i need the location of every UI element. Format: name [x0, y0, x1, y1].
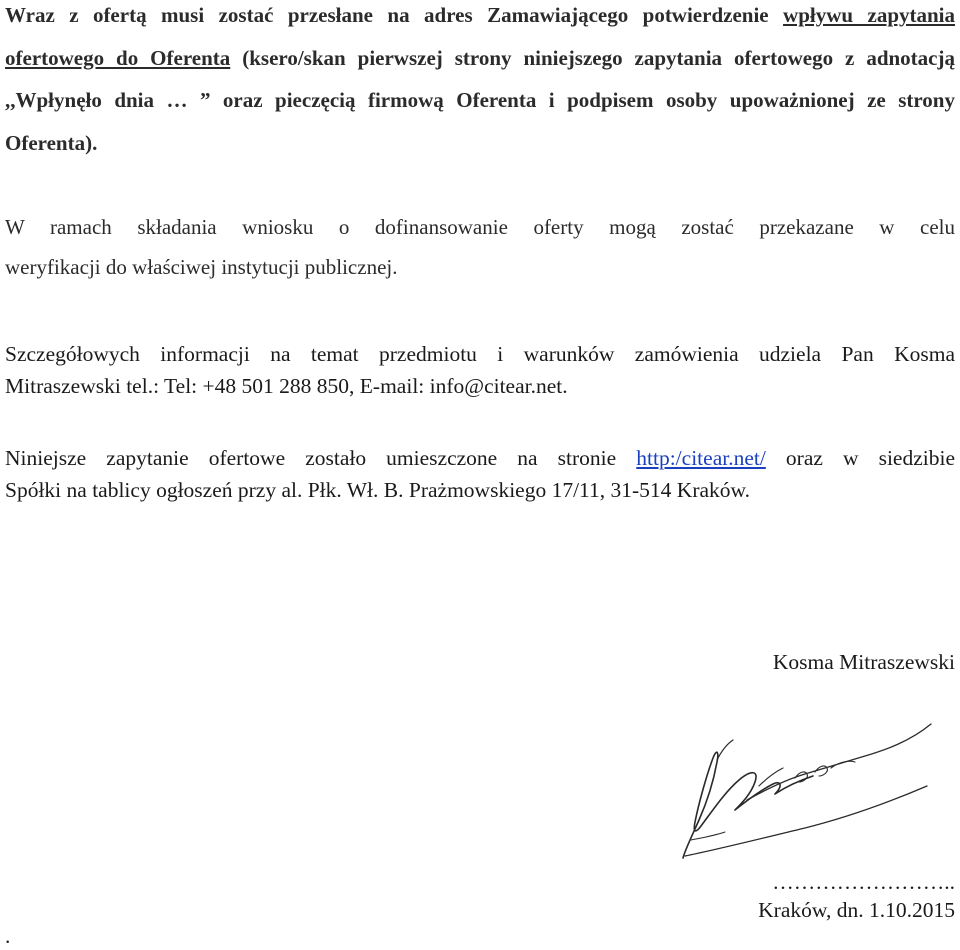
place-and-date: Kraków, dn. 1.10.2015: [758, 898, 955, 922]
signatory-name: Kosma Mitraszewski: [772, 650, 955, 674]
verification-paragraph: [5, 207, 955, 287]
paragraph1-part1: Wraz z ofertą musi zostać przesłane na adres Zamawiającego potwierdzenie: [5, 3, 784, 27]
paragraph2-line2: weryfikacji do właściwej instytucji publicznej.: [5, 255, 398, 279]
paragraph2-line1: W ramach składania wniosku o dofinansowanie oferty mogą zostać przekazane w celu: [5, 215, 955, 239]
website-link[interactable]: http:/citear.net/: [636, 446, 766, 470]
publication-info-paragraph: [5, 442, 955, 506]
paragraph3-line2: Mitraszewski tel.: Tel: +48 501 288 850, E-mail: info@citear.net.: [5, 374, 568, 398]
paragraph4-line1-after: oraz w siedzibie: [765, 446, 956, 470]
paragraph1-part2: (ksero/skan pierwszej strony niniejszego zapytania ofertowego z adnotacją ,,Wpłynęło dnia … ” oraz pieczęcią firmową Oferenta i podpisem osoby upoważnionej ze strony Oferenta).: [5, 45, 955, 155]
contact-info-paragraph: [5, 338, 955, 402]
offer-submission-paragraph: [5, 0, 955, 164]
paragraph4-line1-before: Niniejsze zapytanie ofertowe zostało umieszczone na stronie: [5, 446, 637, 470]
underlined-phrase: wpływu zapytania ofertowego do Oferenta: [5, 3, 956, 70]
paragraph4-line2: Spółki na tablicy ogłoszeń przy al. Płk. Wł. B. Prażmowskiego 17/11, 31-514 Kraków.: [5, 478, 751, 502]
paragraph3-line1: Szczegółowych informacji na temat przedmiotu i warunków zamówienia udziela Pan Kosma: [5, 342, 955, 366]
handwritten-signature-image: [655, 700, 955, 880]
stray-mark: .: [5, 924, 11, 948]
signature-dotted-line: ……………………..: [772, 870, 955, 894]
paragraph4-line1: [5, 442, 955, 474]
